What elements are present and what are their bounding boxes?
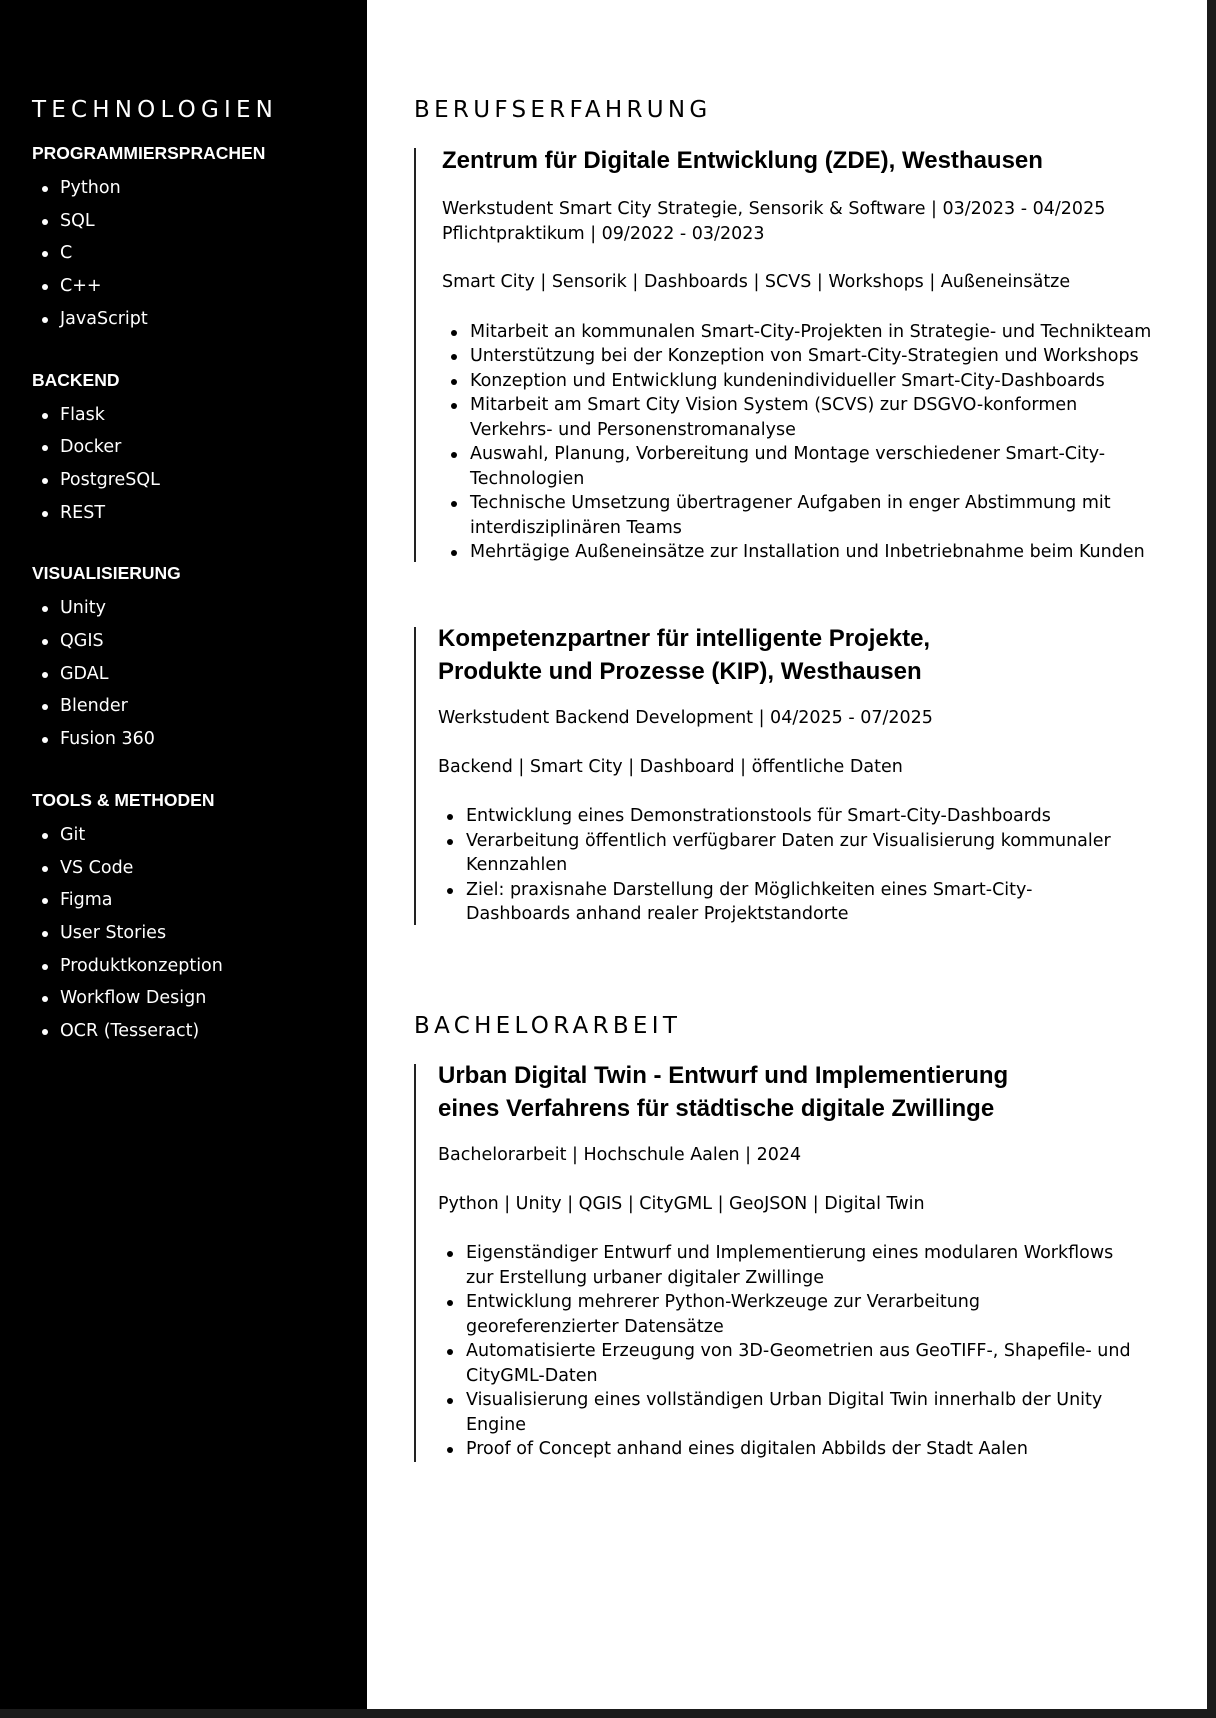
entry-bullets (438, 1241, 1174, 1462)
skill-item: C++ (32, 270, 367, 303)
entry-role: Bachelorarbeit | Hochschule Aalen | 2024 (438, 1145, 802, 1165)
bullet-item: Mitarbeit am Smart City Vision System (SCVS) zur DSGVO-konformen Verkehrs- und Personenstromanalyse (442, 393, 1174, 442)
bullet-item: Mitarbeit an kommunalen Smart-City-Projekten in Strategie- und Technikteam (442, 320, 1174, 345)
skill-item: Flask (32, 399, 367, 432)
bullet-item: Entwicklung eines Demonstrationstools für Smart-City-Dashboards (438, 804, 1174, 829)
skill-item: VS Code (32, 852, 367, 885)
skill-item: Git (32, 819, 367, 852)
entry-title-line1: Kompetenzpartner für intelligente Projekte, (438, 625, 931, 652)
bullet-item: Ziel: praxisnahe Darstellung der Möglichkeiten eines Smart-City-Dashboards anhand realer Projektstandorte (438, 878, 1174, 927)
section-title-experience: BERUFSERFAHRUNG (414, 97, 712, 123)
entry-tags: Backend | Smart City | Dashboard | öffentliche Daten (438, 756, 903, 777)
bullet-item: Verarbeitung öffentlich verfügbarer Daten zur Visualisierung kommunaler Kennzahlen (438, 829, 1174, 878)
skill-item: OCR (Tesseract) (32, 1015, 367, 1048)
skill-item: REST (32, 497, 367, 530)
skill-group-title: TOOLS & METHODEN (32, 789, 215, 810)
bullet-item: Proof of Concept anhand eines digitalen Abbilds der Stadt Aalen (438, 1437, 1174, 1462)
experience-entry-kip (414, 627, 1174, 925)
skill-group-title: BACKEND (32, 369, 120, 390)
entry-role: Werkstudent Backend Development | 04/2025 - 07/2025 (438, 708, 933, 728)
skill-group-tools (32, 789, 367, 1048)
bullet-item: Technische Umsetzung übertragener Aufgaben in enger Abstimmung mit interdisziplinären Teams (442, 491, 1174, 540)
bullet-item: Unterstützung bei der Konzeption von Smart-City-Strategien und Workshops (442, 344, 1174, 369)
bullet-item: Automatisierte Erzeugung von 3D-Geometrien aus GeoTIFF-, Shapefile- und CityGML-Daten (438, 1339, 1174, 1388)
skill-item: Figma (32, 884, 367, 917)
skill-item: JavaScript (32, 303, 367, 336)
skill-item: Blender (32, 690, 367, 723)
skill-item: Docker (32, 431, 367, 464)
skill-group-visualization (32, 562, 367, 756)
skill-item: PostgreSQL (32, 464, 367, 497)
entry-bullets (442, 320, 1174, 565)
entry-role: Pflichtpraktikum | 09/2022 - 03/2023 (442, 223, 765, 244)
entry-role: Werkstudent Smart City Strategie, Sensorik & Software | 03/2023 - 04/2025 (442, 199, 1106, 219)
entry-title-line1: Urban Digital Twin - Entwurf und Implementierung (438, 1062, 1009, 1089)
experience-entry-zde (414, 148, 1174, 562)
skill-group-title: VISUALISIERUNG (32, 563, 181, 584)
bullet-item: Auswahl, Planung, Vorbereitung und Montage verschiedener Smart-City-Technologien (442, 442, 1174, 491)
section-title-thesis: BACHELORARBEIT (414, 1013, 682, 1039)
skill-list (32, 172, 367, 336)
skill-item: C (32, 237, 367, 270)
skill-item: Produktkonzeption (32, 950, 367, 983)
thesis-entry (414, 1064, 1174, 1462)
sidebar (0, 0, 367, 1709)
skill-group-programming (32, 142, 367, 336)
skill-item: Unity (32, 592, 367, 625)
bullet-item: Konzeption und Entwicklung kundenindividueller Smart-City-Dashboards (442, 369, 1174, 394)
entry-title-line2: Produkte und Prozesse (KIP), Westhausen (438, 658, 922, 685)
bullet-item: Entwicklung mehrerer Python-Werkzeuge zur Verarbeitung georeferenzierter Datensätze (438, 1290, 1174, 1339)
skill-list (32, 399, 367, 530)
bullet-item: Mehrtägige Außeneinsätze zur Installation und Inbetriebnahme beim Kunden (442, 540, 1174, 565)
skill-item: QGIS (32, 625, 367, 658)
entry-title: Zentrum für Digitale Entwicklung (ZDE), Westhausen (442, 147, 1043, 174)
bullet-item: Visualisierung eines vollständigen Urban Digital Twin innerhalb der Unity Engine (438, 1388, 1174, 1437)
main-content (367, 0, 1207, 1709)
entry-title-line2: eines Verfahrens für städtische digitale Zwillinge (438, 1095, 995, 1122)
sidebar-title: TECHNOLOGIEN (32, 97, 279, 123)
entry-tags: Python | Unity | QGIS | CityGML | GeoJSON | Digital Twin (438, 1193, 925, 1214)
skill-list (32, 592, 367, 756)
skill-item: Python (32, 172, 367, 205)
skill-item: Workflow Design (32, 982, 367, 1015)
skill-group-backend (32, 369, 367, 530)
skill-item: User Stories (32, 917, 367, 950)
entry-bullets (438, 804, 1174, 927)
skill-item: GDAL (32, 658, 367, 691)
bullet-item: Eigenständiger Entwurf und Implementierung eines modularen Workflows zur Erstellung urbaner digitaler Zwillinge (438, 1241, 1174, 1290)
skill-item: Fusion 360 (32, 723, 367, 756)
skill-item: SQL (32, 205, 367, 238)
entry-tags: Smart City | Sensorik | Dashboards | SCVS | Workshops | Außeneinsätze (442, 272, 1071, 292)
skill-group-title: PROGRAMMIERSPRACHEN (32, 143, 266, 163)
skill-list (32, 819, 367, 1048)
